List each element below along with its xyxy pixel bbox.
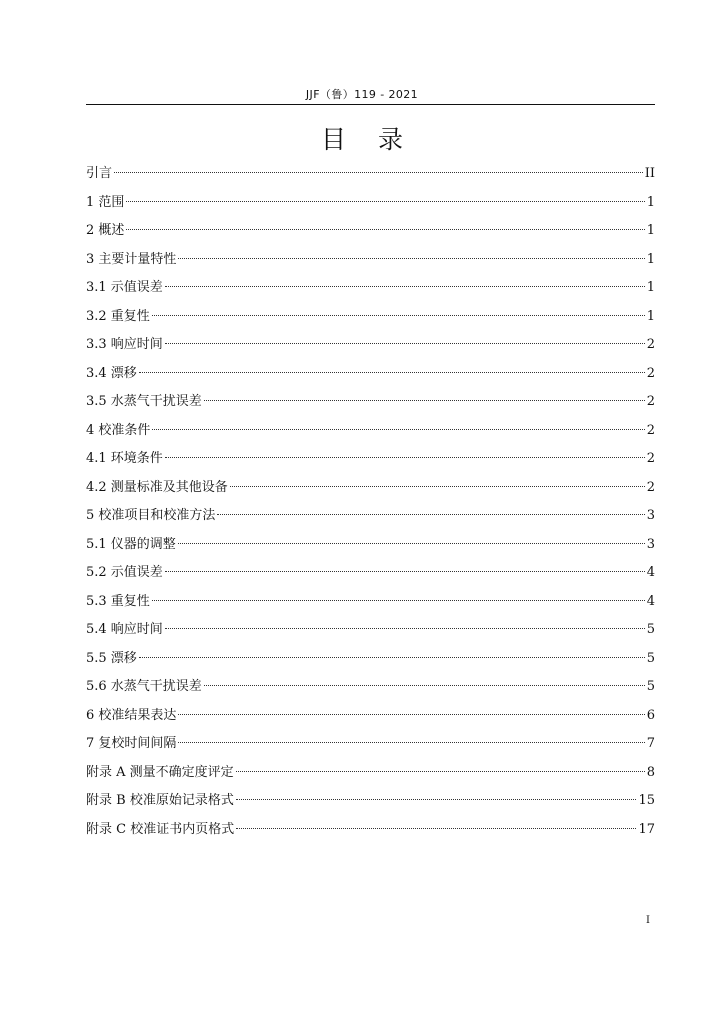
toc-dot-leader — [152, 600, 645, 601]
toc-dot-leader — [152, 315, 645, 316]
toc-dot-leader — [230, 486, 645, 487]
toc-entry-label: 5 校准项目和校准方法 — [86, 508, 216, 523]
toc-entry-page: 2 — [646, 394, 655, 409]
toc-entry[interactable] — [86, 417, 655, 446]
toc-entry-label: 5.6 水蒸气干扰误差 — [86, 679, 202, 694]
toc-entry[interactable] — [86, 759, 655, 788]
toc-entry-label: 附录 A 测量不确定度评定 — [86, 764, 234, 780]
toc-entry[interactable] — [86, 274, 655, 303]
toc-entry[interactable] — [86, 787, 655, 816]
toc-dot-leader — [152, 429, 644, 430]
toc-entry[interactable] — [86, 189, 655, 218]
toc-entry-page: 5 — [646, 679, 655, 694]
toc-entry-label: 3.5 水蒸气干扰误差 — [86, 394, 202, 409]
toc-dot-leader — [126, 201, 644, 202]
toc-entry[interactable] — [86, 616, 655, 645]
toc-entry-label: 4 校准条件 — [86, 422, 151, 438]
toc-dot-leader — [165, 571, 645, 572]
toc-entry[interactable] — [86, 303, 655, 332]
toc-entry[interactable] — [86, 360, 655, 389]
toc-dot-leader — [236, 828, 636, 829]
toc-entry-page: 2 — [646, 337, 655, 352]
toc-entry-page: 1 — [646, 280, 655, 295]
toc-entry-label: 3.2 重复性 — [86, 308, 150, 324]
toc-dot-leader — [114, 172, 643, 173]
toc-entry-label: 5.3 重复性 — [86, 593, 150, 609]
document-code: JJF（鲁）119 - 2021 — [305, 88, 419, 101]
toc-entry[interactable] — [86, 445, 655, 474]
toc-dot-leader — [165, 628, 645, 629]
toc-entry-page: 7 — [646, 736, 655, 751]
toc-dot-leader — [236, 771, 645, 772]
toc-entry-page: 3 — [646, 508, 655, 523]
toc-entry-label: 引言 — [86, 166, 113, 181]
toc-entry-page: 2 — [646, 479, 655, 495]
toc-entry-label: 4.2 测量标准及其他设备 — [86, 479, 228, 495]
toc-title: 目 录 — [321, 125, 415, 154]
toc-dot-leader — [217, 514, 644, 515]
toc-entry-label: 1 范围 — [86, 194, 125, 210]
toc-entry-page: 1 — [646, 251, 655, 267]
toc-entry[interactable] — [86, 388, 655, 417]
toc-dot-leader — [178, 742, 644, 743]
toc-dot-leader — [165, 457, 645, 458]
toc-entry-label: 4.1 环境条件 — [86, 451, 163, 466]
toc-entry[interactable] — [86, 588, 655, 617]
toc-entry[interactable] — [86, 246, 655, 275]
toc-dot-leader — [204, 400, 645, 401]
toc-dot-leader — [126, 229, 644, 230]
toc-entry-page: 5 — [646, 622, 655, 637]
toc-entry-label: 5.5 漂移 — [86, 650, 137, 666]
toc-entry-page: 1 — [646, 308, 655, 324]
toc-entry[interactable] — [86, 474, 655, 503]
toc-entry-label: 附录 C 校准证书内页格式 — [86, 821, 235, 837]
toc-entry[interactable] — [86, 702, 655, 731]
toc-entry[interactable] — [86, 502, 655, 531]
table-of-contents — [86, 160, 655, 844]
toc-entry[interactable] — [86, 645, 655, 674]
toc-dot-leader — [178, 543, 645, 544]
toc-entry-page: 4 — [646, 593, 655, 609]
toc-entry-page: II — [644, 166, 655, 181]
page-number: I — [646, 915, 650, 926]
toc-entry-label: 3.4 漂移 — [86, 365, 137, 381]
toc-entry-label: 5.4 响应时间 — [86, 622, 163, 637]
toc-entry-page: 17 — [638, 821, 655, 837]
toc-entry[interactable] — [86, 559, 655, 588]
toc-entry-page: 2 — [646, 422, 655, 438]
toc-dot-leader — [178, 714, 644, 715]
toc-entry-page: 1 — [646, 223, 655, 238]
toc-entry-label: 3.1 示值误差 — [86, 280, 163, 295]
toc-entry[interactable] — [86, 673, 655, 702]
toc-dot-leader — [165, 286, 645, 287]
toc-entry-page: 15 — [638, 793, 655, 808]
toc-entry-label: 6 校准结果表达 — [86, 707, 177, 723]
toc-entry-page: 1 — [646, 194, 655, 210]
toc-entry-page: 2 — [646, 365, 655, 381]
toc-entry-page: 8 — [646, 764, 655, 780]
toc-entry-page: 6 — [646, 707, 655, 723]
toc-dot-leader — [139, 372, 645, 373]
toc-entry-label: 3 主要计量特性 — [86, 251, 177, 267]
toc-entry[interactable] — [86, 730, 655, 759]
toc-dot-leader — [204, 685, 645, 686]
toc-dot-leader — [139, 657, 645, 658]
header-divider — [86, 104, 655, 105]
toc-entry-label: 7 复校时间间隔 — [86, 736, 177, 751]
toc-entry-label: 5.1 仪器的调整 — [86, 536, 176, 552]
toc-entry[interactable] — [86, 531, 655, 560]
toc-dot-leader — [236, 799, 637, 800]
toc-dot-leader — [178, 258, 644, 259]
toc-entry[interactable] — [86, 160, 655, 189]
toc-entry[interactable] — [86, 331, 655, 360]
toc-entry-page: 4 — [646, 565, 655, 580]
toc-entry-page: 5 — [646, 650, 655, 666]
toc-entry-label: 5.2 示值误差 — [86, 565, 163, 580]
toc-entry-label: 3.3 响应时间 — [86, 337, 163, 352]
toc-entry[interactable] — [86, 816, 655, 845]
toc-entry-page: 3 — [646, 536, 655, 552]
toc-entry-label: 2 概述 — [86, 223, 125, 238]
toc-dot-leader — [165, 343, 645, 344]
toc-entry-label: 附录 B 校准原始记录格式 — [86, 793, 234, 808]
toc-entry[interactable] — [86, 217, 655, 246]
toc-entry-page: 2 — [646, 451, 655, 466]
